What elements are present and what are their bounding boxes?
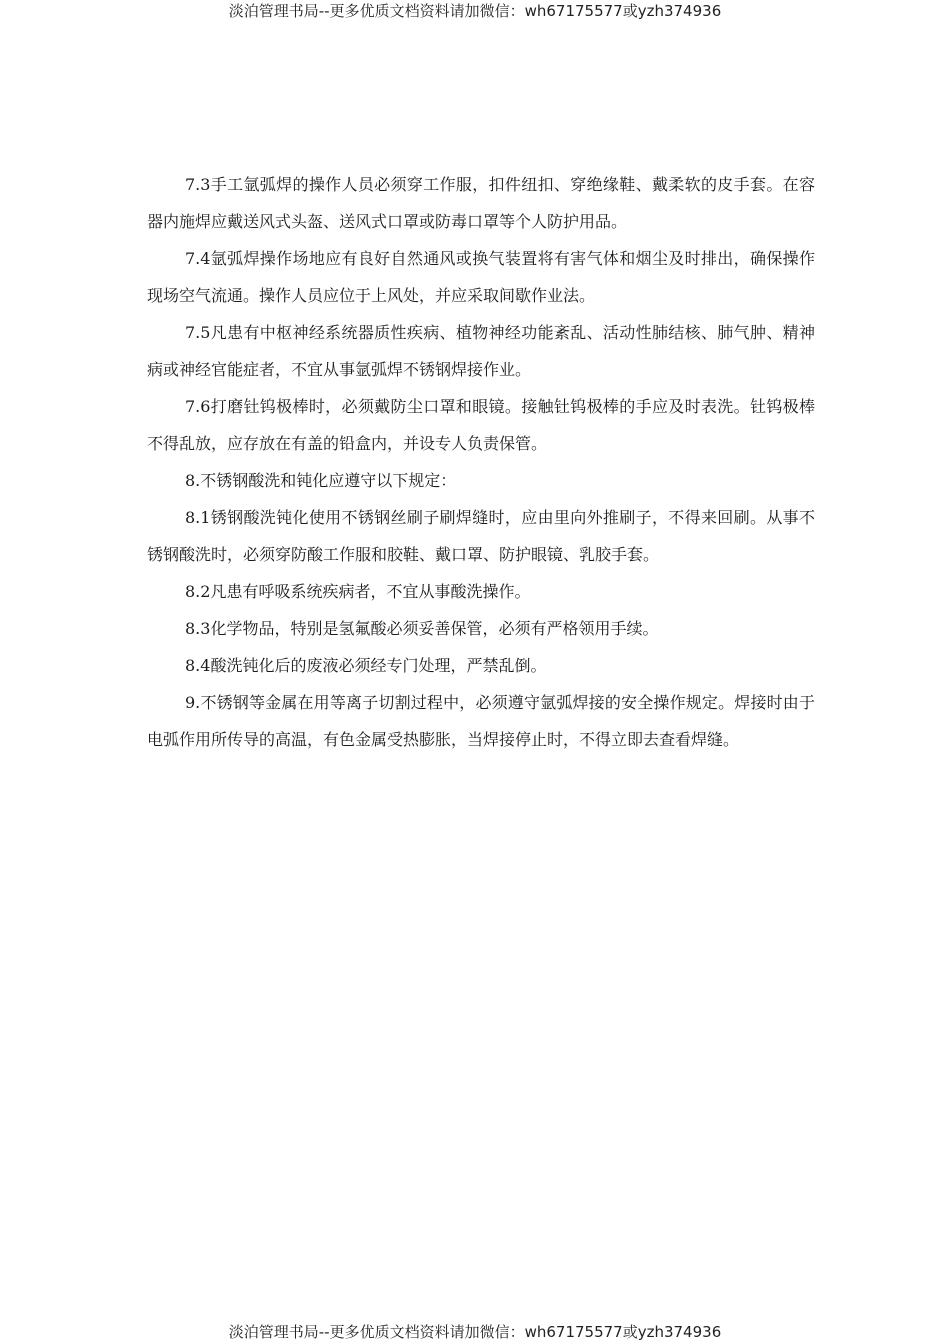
paragraph-7-4: 7.4氩弧焊操作场地应有良好自然通风或换气装置将有害气体和烟尘及时排出，确保操作现场空气流通。操作人员应位于上风处，并应采取间歇作业法。 xyxy=(147,249,815,305)
paragraph-7-3: 7.3手工氩弧焊的操作人员必须穿工作服，扣件纽扣、穿绝缘鞋、戴柔软的皮手套。在容器内施焊应戴送风式头盔、送风式口罩或防毒口罩等个人防护用品。 xyxy=(147,175,815,231)
paragraph-8-3: 8.3化学物品，特别是氢氟酸必须妥善保管，必须有严格领用手续。 xyxy=(185,619,659,638)
paragraph-8-4: 8.4酸洗钝化后的废液必须经专门处理，严禁乱倒。 xyxy=(185,656,547,675)
paragraph-9: 9.不锈钢等金属在用等离子切割过程中，必须遵守氩弧焊接的安全操作规定。焊接时由于电弧作用所传导的高温，有色金属受热膨胀，当焊接停止时，不得立即去查看焊缝。 xyxy=(147,693,815,749)
page-header: 淡泊管理书局--更多优质文档资料请加微信：wh67175577或yzh374936 xyxy=(228,2,722,20)
paragraph-8-1: 8.1锈钢酸洗钝化使用不锈钢丝刷子刷焊缝时，应由里向外推刷子，不得来回刷。从事不锈钢酸洗时，必须穿防酸工作服和胶鞋、戴口罩、防护眼镜、乳胶手套。 xyxy=(147,508,815,564)
paragraph-8-2: 8.2凡患有呼吸系统疾病者，不宜从事酸洗操作。 xyxy=(185,582,531,601)
page-footer: 淡泊管理书局--更多优质文档资料请加微信：wh67175577或yzh374936 xyxy=(228,1323,722,1341)
paragraph-7-6: 7.6打磨钍钨极棒时，必须戴防尘口罩和眼镜。接触钍钨极棒的手应及时表洗。钍钨极棒不得乱放，应存放在有盖的铅盒内，并设专人负责保管。 xyxy=(147,397,815,453)
paragraph-7-5: 7.5凡患有中枢神经系统器质性疾病、植物神经功能紊乱、活动性肺结核、肺气肿、精神病或神经官能症者，不宜从事氩弧焊不锈钢焊接作业。 xyxy=(147,323,815,379)
document-body xyxy=(147,166,815,758)
paragraph-8: 8.不锈钢酸洗和钝化应遵守以下规定： xyxy=(185,471,457,490)
